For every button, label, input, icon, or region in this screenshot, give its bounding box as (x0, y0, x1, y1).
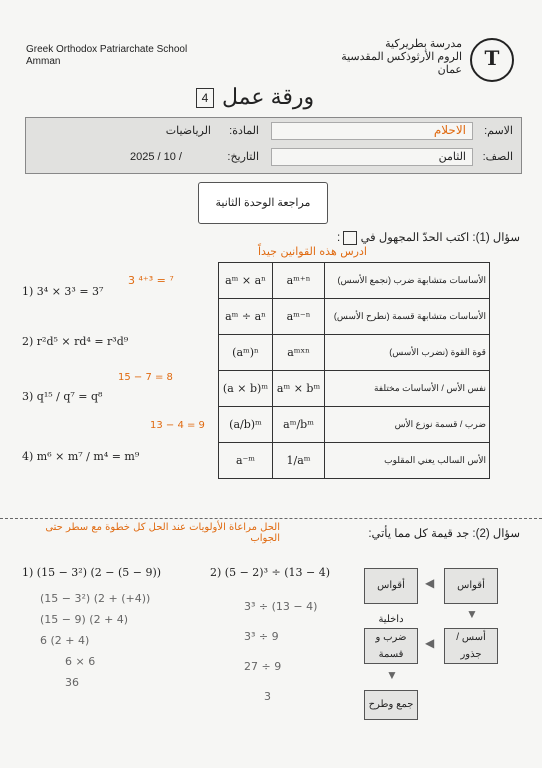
equation-4-work: 13 − 4 = 9 (150, 420, 205, 431)
question-2-title: سؤال (2): جد قيمة كل مما يأتي: (368, 528, 520, 540)
school-logo: T (470, 38, 514, 82)
law-cell-b: 1/aᵐ (273, 443, 325, 479)
law-cell-b: aᵐ/bᵐ (273, 407, 325, 443)
law-cell-a: aᵐ ÷ aⁿ (219, 299, 273, 335)
law-row (219, 263, 490, 299)
question-1-title: سؤال (1): اكتب الحدّ المجهول في : (336, 232, 520, 244)
problem-2-steps: 3³ ÷ (13 − 4) 3³ ÷ 9 27 ÷ 9 3 (244, 600, 318, 703)
law-cell-a: a⁻ᵐ (219, 443, 273, 479)
arrow-down-icon: ▼ (466, 607, 478, 621)
name-label: الاسم: (484, 125, 513, 137)
section-divider (0, 518, 542, 519)
equation-1-work: 3 ⁴⁺³ = ⁷ (128, 274, 174, 287)
order-step-powers-roots: أسس / جذور (444, 628, 498, 664)
class-field[interactable] (271, 148, 473, 166)
equation-2: 2) r²d⁵ × rd⁴ = r³d⁹ (22, 335, 129, 348)
student-info-box (25, 117, 522, 174)
law-cell-b: aᵐ × bᵐ (273, 371, 325, 407)
school-name-ar: مدرسة بطريركية الروم الأرثوذكس المقدسية عمان (341, 38, 462, 76)
law-cell-a: (aᵐ)ⁿ (219, 335, 273, 371)
law-cell-b: aᵐ⁺ⁿ (273, 263, 325, 299)
law-cell-c: قوة القوة (نضرب الأسس) (325, 335, 490, 371)
law-cell-b: aᵐ⁻ⁿ (273, 299, 325, 335)
order-step-brackets: أقواس (444, 568, 498, 604)
law-cell-c: الأساسات متشابهة ضرب (نجمع الأسس) (325, 263, 490, 299)
law-row (219, 299, 490, 335)
arrow-down-icon: ▼ (386, 668, 398, 682)
law-row (219, 443, 490, 479)
date-label: التاريخ: (227, 151, 259, 163)
law-cell-c: ضرب / قسمة نوزع الأس (325, 407, 490, 443)
order-step-add-subtract: جمع وطرح (364, 690, 418, 720)
subject-label: المادة: (229, 125, 259, 137)
arrow-left-icon: ◀ (425, 576, 435, 590)
law-row (219, 335, 490, 371)
law-cell-a: aᵐ × aⁿ (219, 263, 273, 299)
equation-4: 4) m⁶ × m⁷ / m⁴ = m⁹ (22, 450, 140, 463)
problem-1-steps: (15 − 3²) (2 + (+4)) (15 − 9) (2 + 4) 6 (2 + 4) 6 × 6 36 (40, 592, 151, 689)
arrow-left-icon: ◀ (425, 636, 435, 650)
law-cell-c: الأس السالب يعني المقلوب (325, 443, 490, 479)
order-step-inner-brackets: أقواس داخلية (364, 568, 418, 604)
law-cell-b: aᵐˣⁿ (273, 335, 325, 371)
class-value: الثامن (438, 151, 466, 163)
order-step-multiply-divide: ضرب و قسمة (364, 628, 418, 664)
name-value: الاحلام (433, 123, 466, 137)
q2-hand-note: الحل مراعاة الأولويات عند الحل كل خطوة مع سطر حتى الجواب (45, 522, 280, 544)
law-cell-a: (a × b)ᵐ (219, 371, 273, 407)
law-row (219, 371, 490, 407)
name-field[interactable] (271, 122, 473, 140)
exponent-laws-table (218, 262, 490, 479)
school-name-en: Greek Orthodox Patriarchate School Amman (26, 44, 188, 67)
date-value: 2025 / 10 / (130, 151, 182, 163)
problem-1: 1) (15 − 3²) (2 − (5 − 9)) (22, 566, 162, 579)
equation-1: 1) 3⁴ × 3³ = 3⁷ (22, 285, 104, 298)
equation-3: 3) q¹⁵ / q⁷ = q⁸ (22, 390, 103, 403)
subject-value: الرياضيات (165, 125, 211, 137)
problem-2: 2) (5 − 2)³ ÷ (13 − 4) (210, 566, 330, 579)
worksheet-title: ورقة عمل (222, 84, 315, 109)
law-cell-c: نفس الأس / الأساسات مختلفة (325, 371, 490, 407)
q1-hand-note: ادرس هذه القوانين جيداً (258, 245, 367, 258)
law-row (219, 407, 490, 443)
worksheet-number: 4 (196, 88, 214, 108)
class-label: الصف: (482, 151, 513, 163)
law-cell-c: الأساسات متشابهة قسمة (نطرح الأسس) (325, 299, 490, 335)
equation-3-work: 15 − 7 = 8 (118, 372, 173, 383)
unit-review-banner: مراجعة الوحدة الثانية (198, 182, 328, 224)
law-cell-a: (a/b)ᵐ (219, 407, 273, 443)
